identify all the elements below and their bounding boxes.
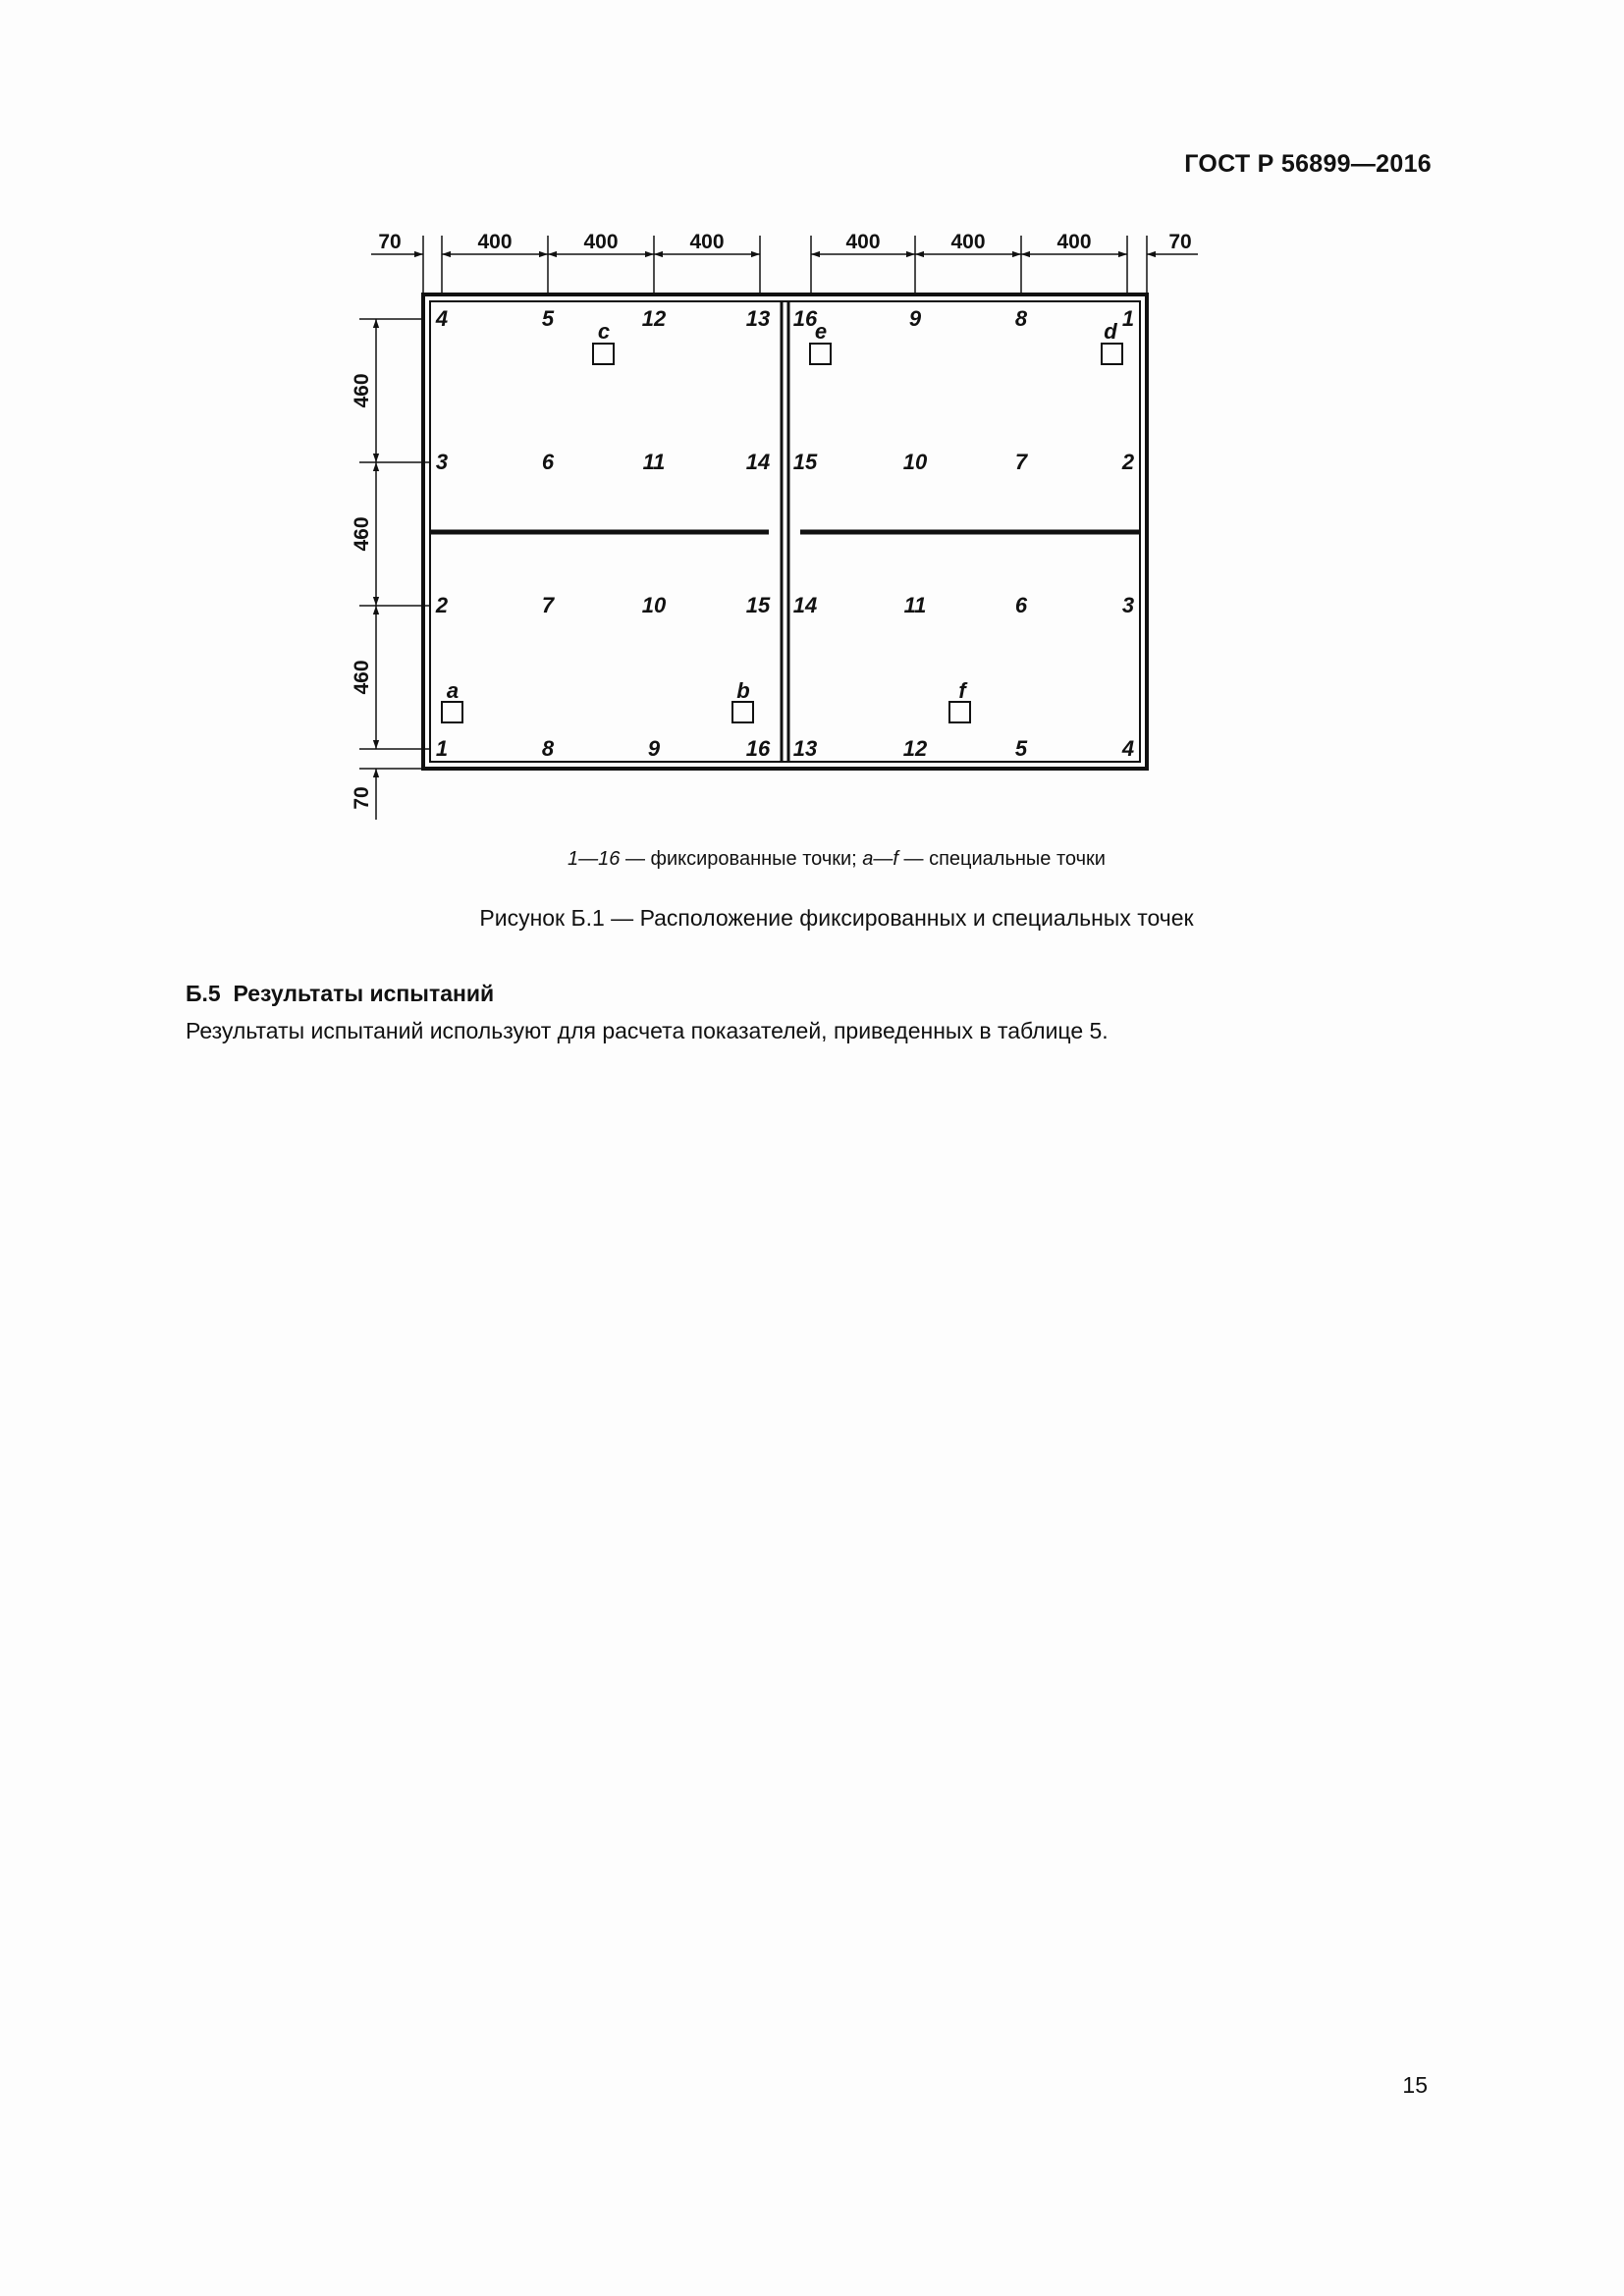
fixed-point: 3 — [435, 450, 449, 474]
fixed-point: 10 — [902, 450, 928, 474]
special-point-marker — [442, 702, 462, 722]
svg-text:a: a — [446, 678, 460, 703]
document-header: ГОСТ Р 56899—2016 — [1184, 150, 1432, 178]
figure-legend — [0, 848, 1624, 871]
fixed-point: 16 — [792, 306, 818, 331]
svg-text:d: d — [1104, 319, 1117, 344]
fixed-point: 1 — [435, 736, 449, 761]
special-point-marker — [593, 344, 614, 364]
dim-top-left-0: 70 — [378, 231, 402, 253]
dim-top-left-1: 400 — [477, 231, 513, 253]
fixed-point: 13 — [792, 736, 818, 761]
legend-fixed-text: — фиксированные точки; — [620, 848, 863, 870]
fixed-point: 15 — [745, 593, 771, 617]
fixed-point: 3 — [1121, 593, 1135, 617]
dim-top-right-3: 70 — [1168, 231, 1192, 253]
fixed-point: 7 — [541, 593, 555, 617]
fixed-point: 1 — [1121, 306, 1135, 331]
special-point-marker — [732, 702, 753, 722]
dim-top-right-1: 400 — [950, 231, 986, 253]
fixed-point: 6 — [1014, 593, 1028, 617]
legend-fixed-range: 1—16 — [568, 848, 621, 870]
fixed-point: 14 — [745, 450, 771, 474]
dimension-lines — [359, 236, 1198, 820]
fixed-point: 4 — [1121, 736, 1135, 761]
svg-text:c: c — [597, 319, 611, 344]
special-point-marker — [810, 344, 831, 364]
special-point-d — [1102, 319, 1122, 364]
figure-caption: Рисунок Б.1 — Расположение фиксированных и специальных точек — [479, 905, 1194, 931]
fixed-point: 5 — [541, 306, 555, 331]
dim-left-1: 460 — [351, 516, 373, 552]
legend-special-range: a—f — [862, 848, 898, 870]
fixed-point: 9 — [647, 736, 661, 761]
special-point-marker — [1102, 344, 1122, 364]
fixed-point: 2 — [1121, 450, 1135, 474]
fixed-point: 11 — [642, 450, 666, 474]
fixed-point: 12 — [902, 736, 928, 761]
fixed-point: 8 — [541, 736, 555, 761]
special-point-marker — [949, 702, 970, 722]
special-point-f — [949, 678, 970, 722]
fixed-point: 5 — [1014, 736, 1028, 761]
points-layout-figure — [0, 0, 1624, 883]
top-dimension-labels — [378, 231, 1191, 253]
special-point-b — [732, 678, 753, 722]
fixed-point: 7 — [1014, 450, 1028, 474]
fixed-point: 10 — [641, 593, 667, 617]
section-heading: Б.5 Результаты испытаний — [186, 981, 495, 1006]
fixed-point: 9 — [908, 306, 922, 331]
dim-top-right-0: 400 — [845, 231, 881, 253]
section-body-text: Результаты испытаний используют для расчета показателей, приведенных в таблице 5. — [186, 1018, 1109, 1043]
special-point-a — [442, 678, 462, 722]
fixed-point: 14 — [792, 593, 818, 617]
fixed-point: 12 — [641, 306, 667, 331]
special-point-c — [593, 319, 614, 364]
fixed-point: 16 — [745, 736, 771, 761]
frame — [423, 294, 1147, 769]
fixed-point: 11 — [903, 593, 927, 617]
dim-top-left-3: 400 — [689, 231, 725, 253]
fixed-point: 2 — [435, 593, 449, 617]
legend-special-text: — специальные точки — [897, 848, 1106, 870]
fixed-point: 4 — [435, 306, 449, 331]
dim-left-3: 70 — [351, 786, 373, 810]
fixed-point: 8 — [1014, 306, 1028, 331]
svg-text:e: e — [814, 319, 828, 344]
left-dimension-labels — [351, 373, 373, 809]
fixed-point: 6 — [541, 450, 555, 474]
fixed-point: 15 — [792, 450, 818, 474]
svg-text:b: b — [736, 678, 750, 703]
dim-left-2: 460 — [351, 660, 373, 695]
dim-left-0: 460 — [351, 373, 373, 408]
page-number: 15 — [1402, 2072, 1428, 2098]
fixed-point: 13 — [745, 306, 771, 331]
dim-top-left-2: 400 — [583, 231, 619, 253]
dim-top-right-2: 400 — [1056, 231, 1092, 253]
svg-text:f: f — [958, 678, 966, 703]
